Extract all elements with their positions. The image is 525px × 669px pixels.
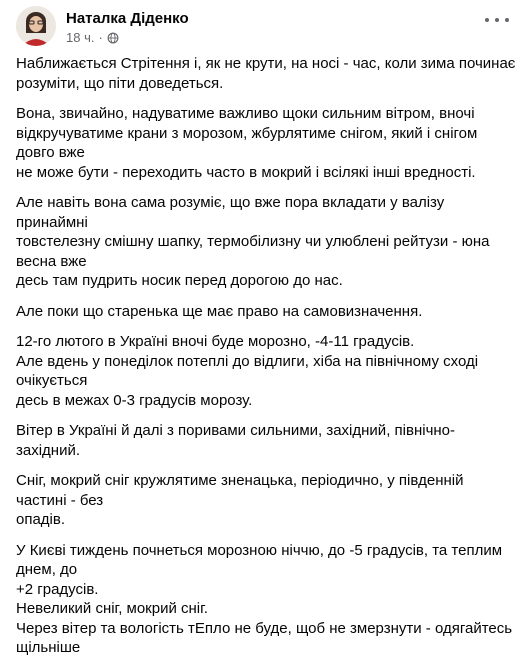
post-line: Але навіть вона сама розуміє, що вже пора вкладати у валізу принаймні	[16, 194, 445, 231]
post-line: Вітер в Україні й далі з поривами сильними, західний, північно-західний.	[16, 422, 455, 459]
post-paragraph	[16, 541, 516, 658]
post-paragraph	[16, 421, 516, 460]
more-horizontal-icon[interactable]	[485, 12, 509, 28]
post-line: +2 градусів.	[16, 580, 99, 598]
post-line: товстелезну смішну шапку, термобілизну чи улюблені рейтузи - юна весна вже	[16, 233, 490, 270]
post-meta	[66, 30, 119, 45]
globe-icon[interactable]	[107, 32, 119, 44]
post-header	[16, 6, 509, 45]
avatar[interactable]	[16, 6, 56, 46]
post-paragraph	[16, 302, 516, 322]
post-paragraph	[16, 104, 516, 182]
post-line: Але вдень у понеділок потеплі до відлиги, хіба на північному сході очікується	[16, 352, 479, 389]
post-line: розуміти, що піти доведеться.	[16, 74, 224, 92]
post-paragraph	[16, 471, 516, 530]
post-line: Наближається Стрітення і, як не крути, на носі - час, коли зима починає	[16, 55, 516, 72]
post-line: десь там пудрить носик перед дорогою до нас.	[16, 272, 343, 289]
post-line: Сніг, мокрий сніг кружлятиме зненацька, періодично, у південній частині - без	[16, 472, 464, 509]
post-line: Невеликий сніг, мокрий сніг.	[16, 600, 208, 617]
post-line: 12-го лютого в Україні вночі буде морозно, -4-11 градусів.	[16, 333, 415, 350]
post-text	[16, 54, 516, 669]
post-timestamp[interactable]: 18 ч.	[66, 30, 95, 45]
post-line: відкручуватиме крани з морозом, жбурлятиме снігом, який і снігом довго вже	[16, 124, 478, 161]
post-paragraph	[16, 54, 516, 93]
post-line: У Києві тиждень почнеться морозною ніччю, до -5 градусів, та теплим днем, до	[16, 541, 503, 578]
post-line: десь в межах 0-3 градусів морозу.	[16, 391, 253, 409]
post-paragraph	[16, 193, 516, 291]
post-line: Через вітер та вологість тЕпло не буде, щоб не змерзнути - одягайтесь щільніше	[16, 619, 513, 656]
post-line: Вона, звичайно, надуватиме важливо щоки сильним вітром, вночі	[16, 105, 475, 122]
post-line: не може бути - переходить часто в мокрий і всілякі інші вредності.	[16, 163, 476, 181]
post-line: Але поки що старенька ще має право на самовизначення.	[16, 302, 423, 320]
post-paragraph	[16, 332, 516, 410]
separator-dot: ·	[98, 30, 103, 45]
post-line: опадів.	[16, 511, 66, 528]
author-name[interactable]: Наталка Діденко	[66, 10, 189, 27]
